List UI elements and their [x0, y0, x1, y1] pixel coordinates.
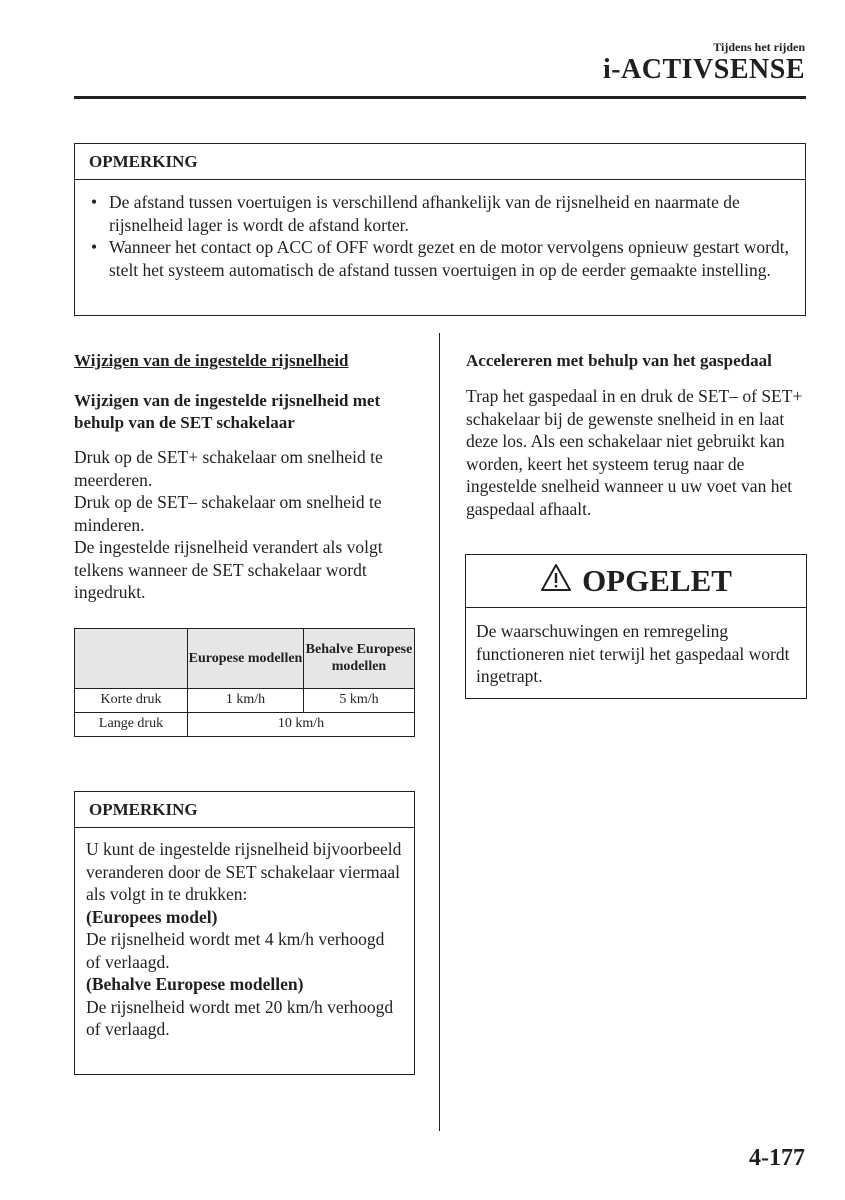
paragraph: Druk op de SET+ schakelaar om snelheid te meerderen.	[74, 447, 383, 490]
header-section: Tijdens het rijden	[713, 40, 805, 54]
table-cell: 1 km/h	[188, 688, 304, 712]
table-header: Behalve Europese modellen	[304, 628, 415, 688]
column-divider	[439, 333, 440, 1131]
subsection-title: Accelereren met behulp van het gaspedaal	[466, 351, 772, 370]
paragraph: U kunt de ingestelde rijsnelheid bijvoorbeeld veranderen door de SET schakelaar viermaal als volgt in te drukken:	[86, 839, 402, 904]
table-cell: Lange druk	[75, 712, 188, 736]
list-item: • De afstand tussen voertuigen is verschillend afhankelijk van de rijsnelheid en naarmate de rijsnelheid lager is wordt de afstand korter.	[91, 192, 740, 235]
table-cell: 10 km/h	[188, 712, 415, 736]
paragraph: Trap het gaspedaal in en druk de SET– of SET+ schakelaar bij de gewenste snelheid in en laat deze los. Als een schakelaar niet gebruikt kan worden, keert het systeem terug naar de ingestelde snelheid wanneer u uw voet van het gaspedaal afhaalt.	[466, 386, 803, 519]
note-box-left	[74, 791, 415, 1075]
warning-title: OPGELET	[582, 563, 732, 598]
note-box-top	[74, 143, 806, 316]
table-row	[75, 712, 415, 736]
table-cell: Korte druk	[75, 688, 188, 712]
right-column	[466, 350, 806, 520]
speed-table	[74, 628, 415, 737]
note-body	[75, 828, 414, 1041]
bullet: •	[91, 192, 98, 212]
note-list	[75, 180, 805, 281]
subsection-title: Wijzigen van de ingestelde rijsnelheid met behulp van de SET schakelaar	[74, 391, 381, 432]
warning-triangle-icon	[540, 563, 572, 600]
warning-box	[465, 554, 807, 699]
paragraph: De rijsnelheid wordt met 20 km/h verhoogd of verlaagd.	[86, 996, 394, 1039]
table-header: Europese modellen	[188, 628, 304, 688]
paragraph: De rijsnelheid wordt met 4 km/h verhoogd of verlaagd.	[86, 929, 385, 972]
left-column	[74, 350, 416, 737]
paragraph: De ingestelde rijsnelheid verandert als volgt telkens wanneer de SET schakelaar wordt ingedrukt.	[74, 537, 383, 602]
warning-body: De waarschuwingen en remregeling functioneren niet terwijl het gaspedaal wordt ingetrapt.	[476, 621, 790, 686]
page-number: 4-177	[749, 1145, 805, 1171]
note-title: OPMERKING	[75, 792, 414, 828]
table-header-empty	[75, 628, 188, 688]
bullet: •	[91, 237, 98, 257]
list-item: • Wanneer het contact op ACC of OFF wordt gezet en de motor vervolgens opnieuw gestart wordt, stelt het systeem automatisch de afstand tussen voertuigen in op de eerder gemaakte instelling.	[91, 237, 789, 280]
warning-header	[466, 555, 806, 608]
note-title: OPMERKING	[75, 144, 805, 180]
page-title: i-ACTIVSENSE	[602, 54, 805, 85]
table-cell: 5 km/h	[304, 688, 415, 712]
paragraph: Druk op de SET– schakelaar om snelheid te minderen.	[74, 492, 382, 535]
note-subheading: (Europees model)	[86, 906, 218, 927]
header-rule	[74, 96, 806, 99]
section-title: Wijzigen van de ingestelde rijsnelheid	[74, 351, 349, 370]
note-subheading: (Behalve Europese modellen)	[86, 974, 304, 994]
table-row	[75, 688, 415, 712]
